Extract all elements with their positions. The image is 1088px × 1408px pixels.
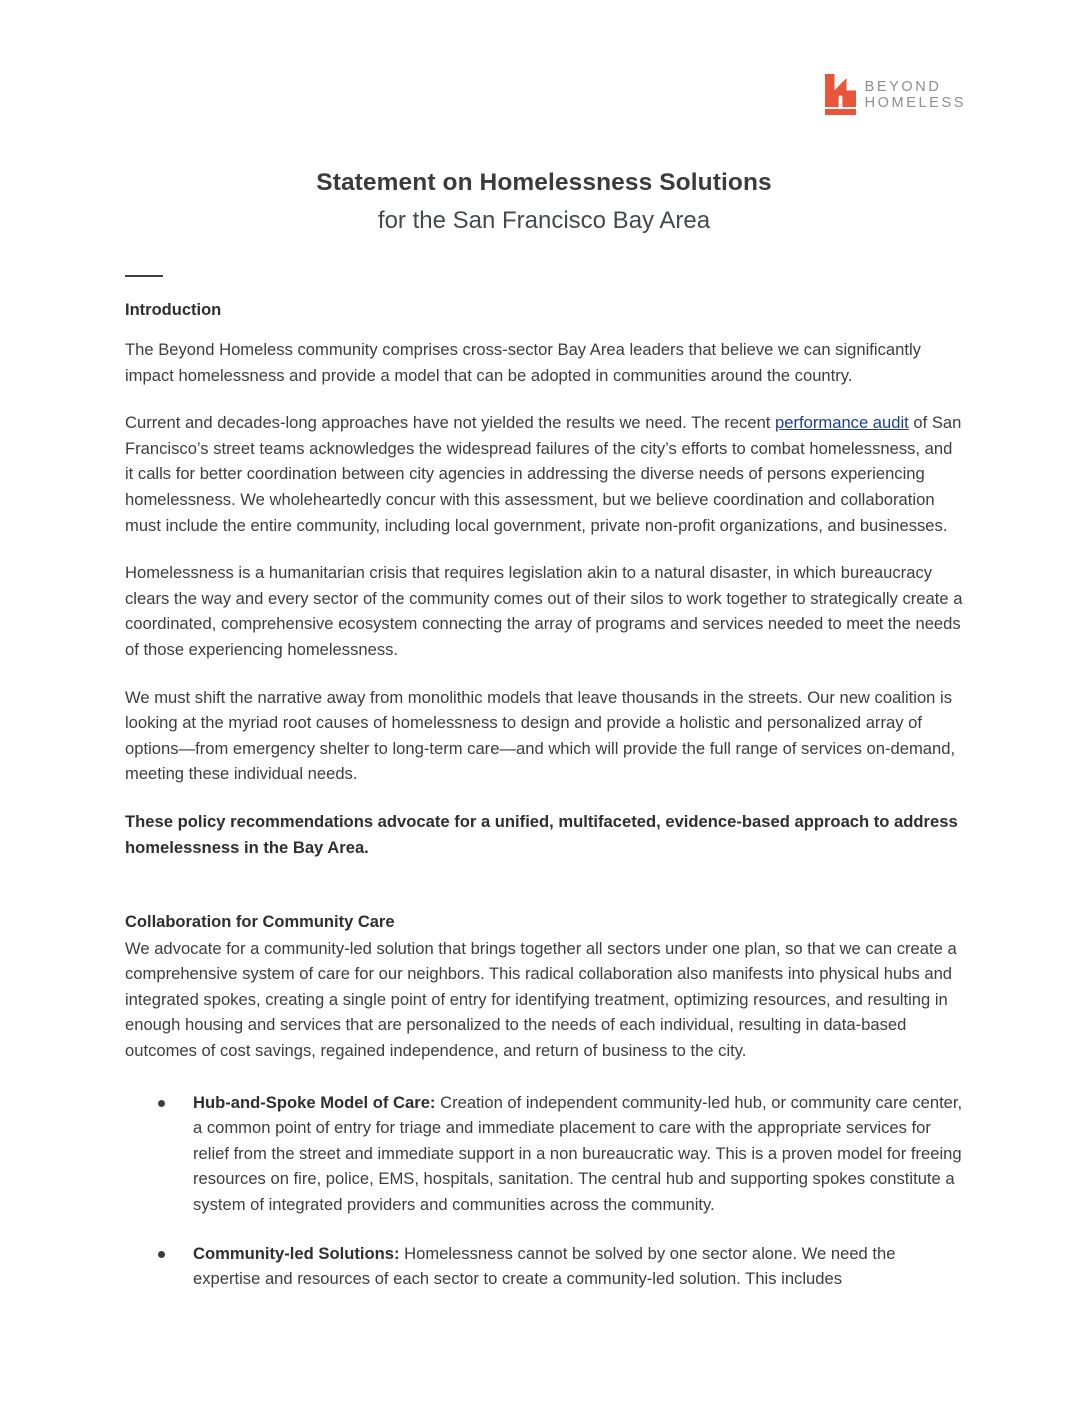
intro-paragraph-4: We must shift the narrative away from monolithic models that leave thousands in the streets. Our new coalition is looking at the myriad root causes of homelessness to design and provide a holistic and personalized array of options—from emergency shelter to long-term care—and which will provide the full range of services on-demand, meeting these individual needs. — [125, 687, 956, 784]
bullet-body-text: Creation of independent community-led hub, or community care center, a common point of entry for triage and immediate placement to care with the appropriate services for relief from the street and immediate support in a non bureaucratic way. This is a proven model for freeing resources on fire, police, EMS, hospitals, sanitation. The central hub and supporting spokes constitute a system of integrated providers and communities across the community. — [193, 1092, 963, 1214]
bullet-lead-label: Community-led Solutions: — [193, 1243, 400, 1263]
beyond-homeless-house-h-mark-icon — [825, 74, 856, 115]
performance-audit-link[interactable]: performance audit — [775, 413, 909, 433]
collaboration-paragraph-1: We advocate for a community-led solution that brings together all sectors under one plan, so that we can create a comprehensive system of care for our neighbors. This radical collaboration also manifests into physical hubs and integrated spokes, creating a single point of entry for identifying treatment, optimizing resources, and resulting in enough housing and services that are personalized to the needs of each individual, resulting in data-based outcomes of cost savings, regained independence, and return of business to the city. — [125, 938, 957, 1060]
collaboration-bullet-list — [125, 1090, 963, 1292]
heading-collaboration-for-community-care: Collaboration for Community Care — [125, 913, 395, 932]
intro-paragraph-5-bold: These policy recommendations advocate for a unified, multifaceted, evidence-based approach to address homelessness in the Bay Area. — [125, 811, 958, 857]
section-spacer — [125, 882, 963, 910]
logo-wordmark — [865, 78, 966, 111]
intro-paragraph-3: Homelessness is a humanitarian crisis that requires legislation akin to a natural disaster, in which bureaucracy clears the way and every sector of the community comes out of their silos to work together to strategically create a coordinated, comprehensive ecosystem connecting the array of programs and services needed to meet the needs of those experiencing homelessness. — [125, 563, 963, 659]
list-item — [125, 1090, 963, 1218]
list-item — [125, 1241, 963, 1292]
page-title-subtitle: for the San Francisco Bay Area — [377, 207, 711, 234]
intro-paragraph-2-post: of San Francisco’s street teams acknowledges the widespread failures of the city’s efforts to combat homelessness, and it calls for better coordination between city agencies in addressing the diverse needs of persons experiencing homelessness. We wholeheartedly concur with this assessment, but we believe coordination and collaboration must include the entire community, including local government, private non-profit organizations, and businesses. — [125, 413, 962, 535]
bullet-body-text: Homelessness cannot be solved by one sector alone. We need the expertise and resources of each sector to create a community-led solution. This includes — [193, 1243, 896, 1289]
logo-line-beyond: BEYOND — [864, 79, 942, 95]
intro-paragraph-2 — [125, 410, 963, 538]
intro-paragraph-2-pre: Current and decades-long approaches have not yielded the results we need. The recent — [125, 413, 776, 433]
bullet-dot-icon — [158, 1251, 165, 1258]
document-body — [125, 275, 963, 1292]
logo-line-homeless: HOMELESS — [864, 95, 966, 111]
page-title — [0, 166, 1088, 239]
section-divider-rule — [125, 275, 163, 277]
intro-paragraph-1: The Beyond Homeless community comprises cross-sector Bay Area leaders that believe we can significantly impact homelessness and provide a model that can be adopted in communities around the country. — [125, 340, 921, 385]
beyond-homeless-logo — [825, 74, 966, 115]
bullet-dot-icon — [158, 1100, 165, 1107]
bullet-lead-label: Hub-and-Spoke Model of Care: — [193, 1092, 436, 1112]
heading-introduction: Introduction — [125, 301, 222, 319]
page-title-main: Statement on Homelessness Solutions — [316, 169, 772, 196]
